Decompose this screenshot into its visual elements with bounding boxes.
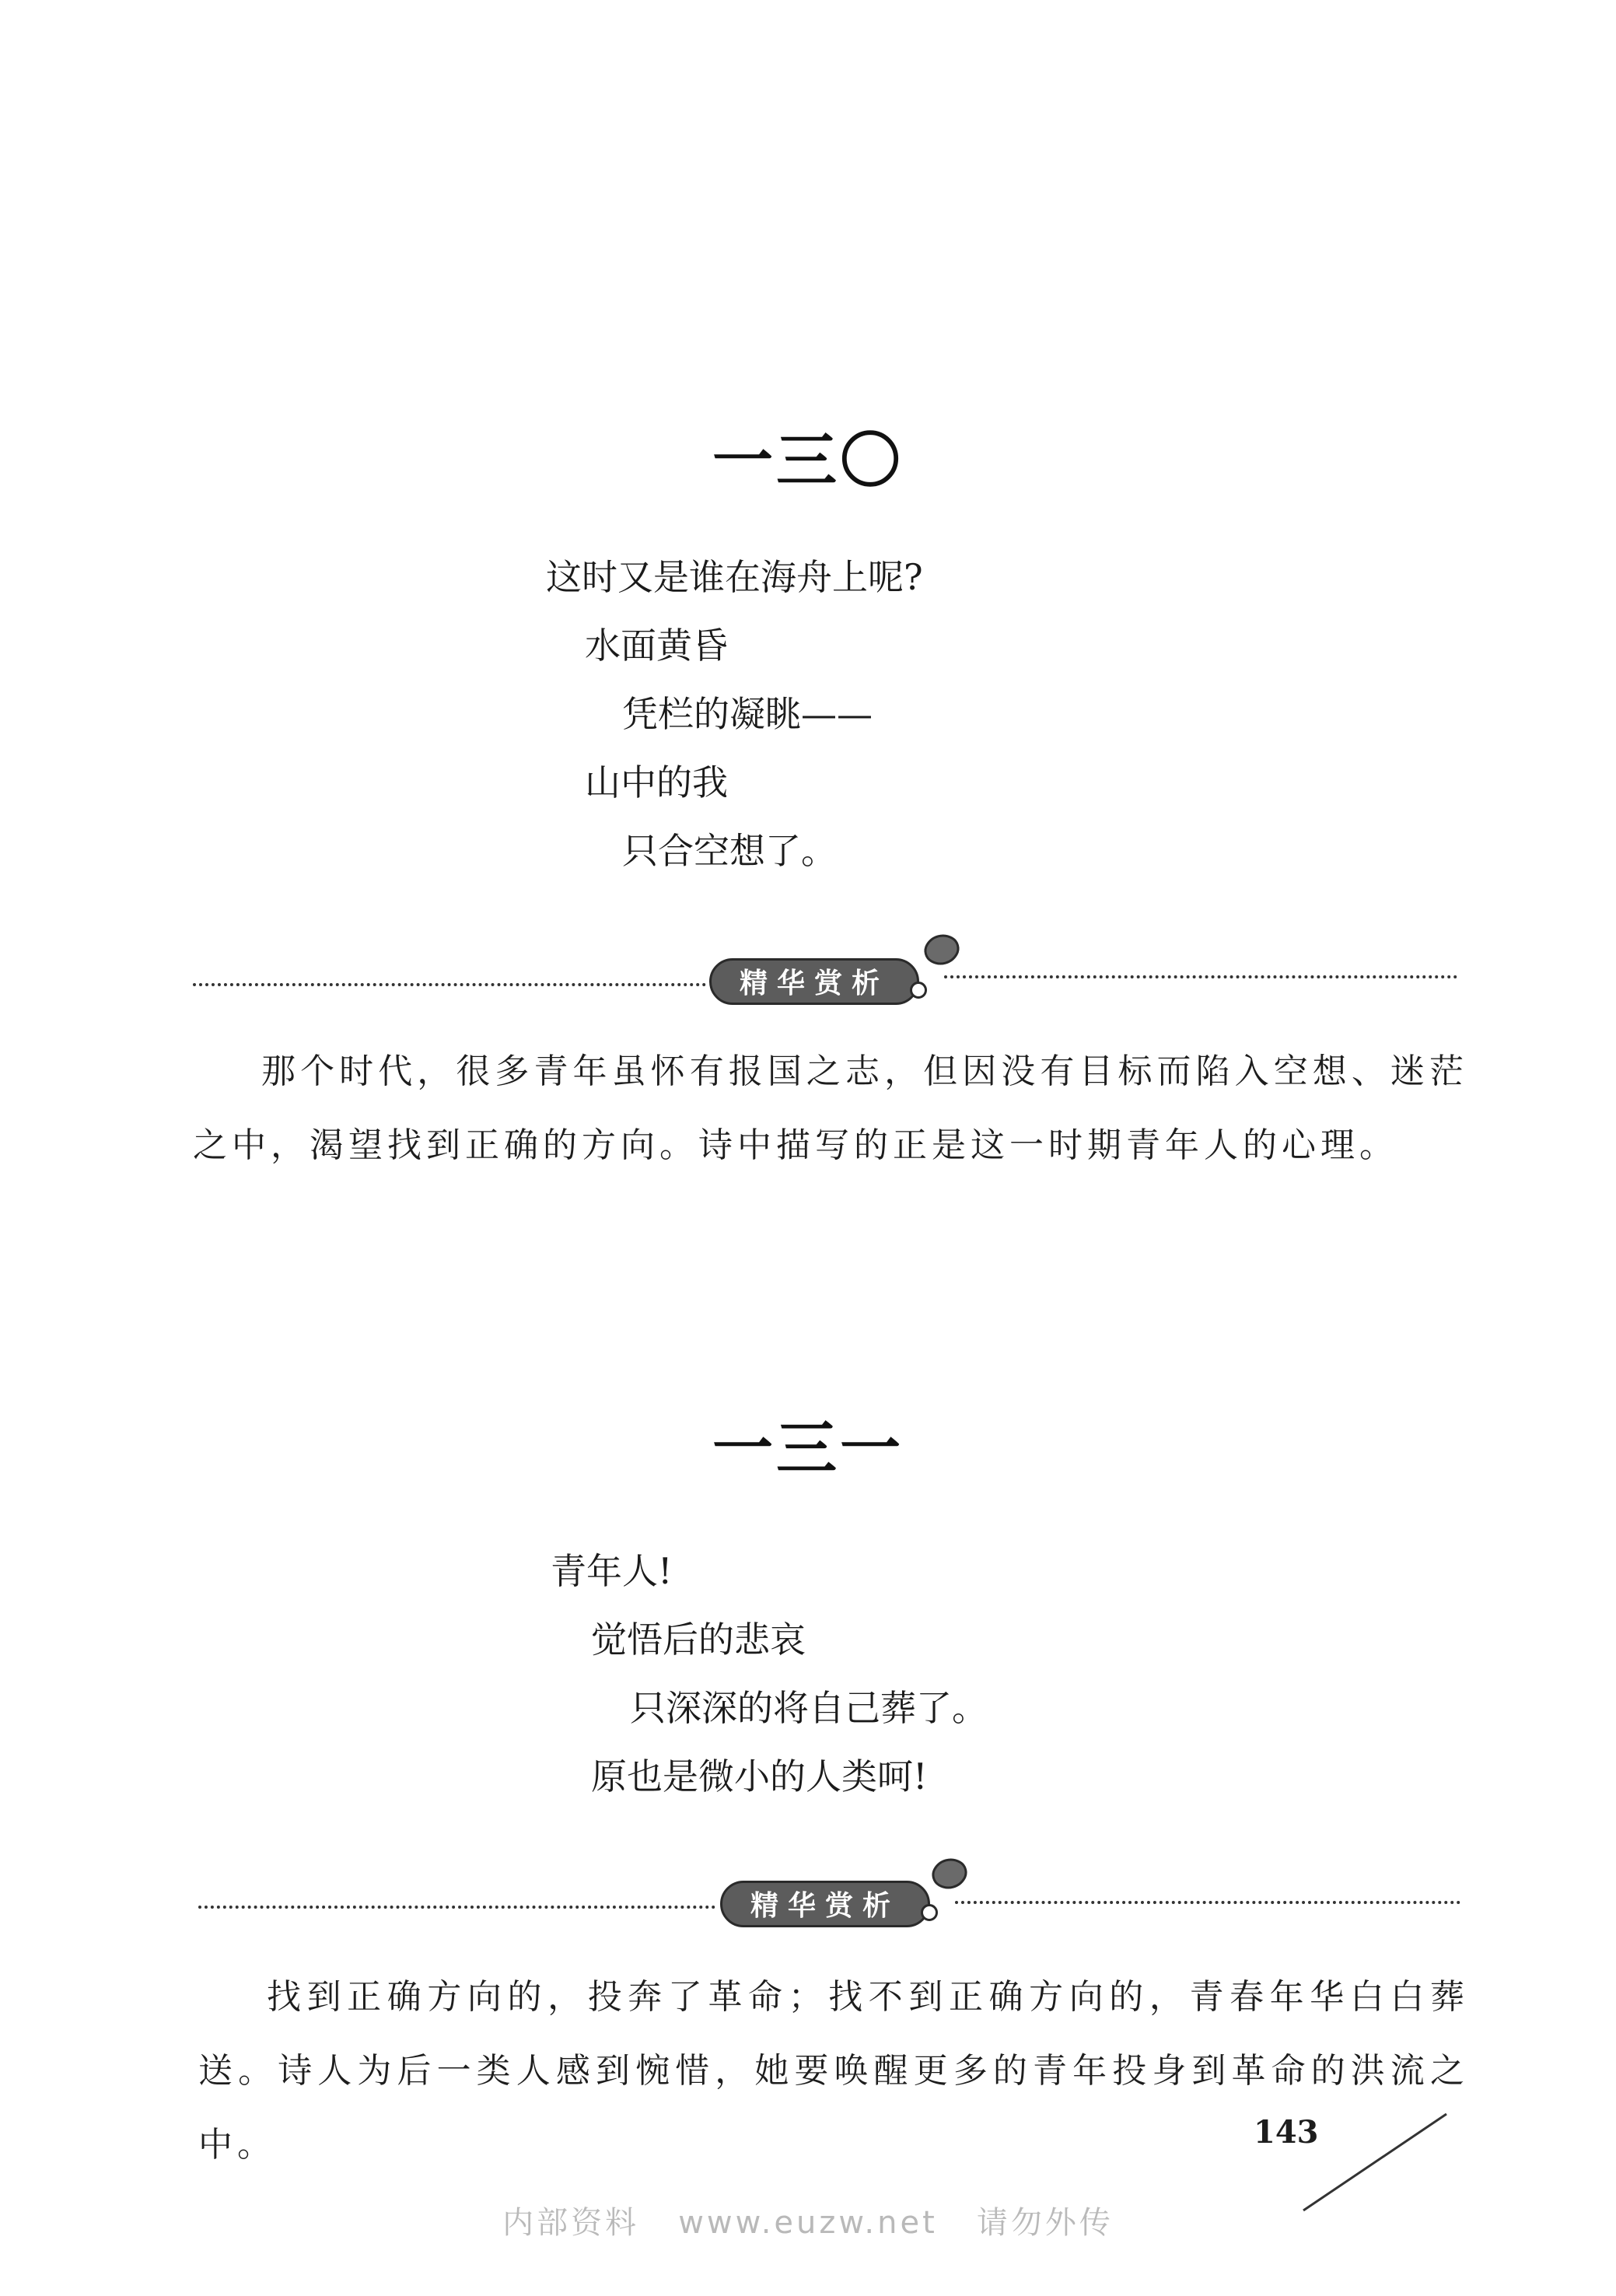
divider-right <box>955 1901 1460 1904</box>
leaf-icon <box>927 1851 971 1895</box>
poem-line: 只深深的将自己葬了。 <box>630 1687 988 1729</box>
divider-left <box>193 983 706 986</box>
badge-decoration <box>921 1904 938 1921</box>
leaf-icon <box>919 927 964 971</box>
page-number: 143 <box>1254 2114 1319 2151</box>
poem-line: 只合空想了。 <box>622 830 837 872</box>
poem-line: 觉悟后的悲哀 <box>591 1619 806 1661</box>
divider-left <box>198 1906 715 1909</box>
divider-right <box>944 975 1457 978</box>
poem-line: 凭栏的凝眺—— <box>622 693 873 735</box>
badge-decoration <box>910 982 927 999</box>
section-title-130: 一三〇 <box>712 426 904 496</box>
watermark: 内部资料 www.euzw.net 请勿外传 <box>502 2205 1114 2241</box>
poem-line: 这时又是谁在海舟上呢? <box>546 556 923 598</box>
analysis-paragraph: 那个时代，很多青年虽怀有报国之志，但因没有目标而陷入空想、迷茫之中，渴望找到正确的方向。诗中描写的正是这一时期青年人的心理。 <box>193 1052 1468 1165</box>
analysis-badge: 精华赏析 <box>720 1881 930 1927</box>
analysis-paragraph: 找到正确方向的，投奔了革命；找不到正确方向的，青春年华白白葬送。诗人为后一类人感到惋惜，她要唤醒更多的青年投身到革命的洪流之中。 <box>198 1977 1469 2165</box>
section-title-131: 一三一 <box>712 1414 904 1484</box>
poem-line: 水面黄昏 <box>585 625 728 667</box>
analysis-badge: 精华赏析 <box>709 958 919 1005</box>
poem-line: 山中的我 <box>585 761 728 803</box>
poem-line: 原也是微小的人类呵! <box>591 1755 928 1797</box>
poem-line: 青年人! <box>551 1550 673 1592</box>
